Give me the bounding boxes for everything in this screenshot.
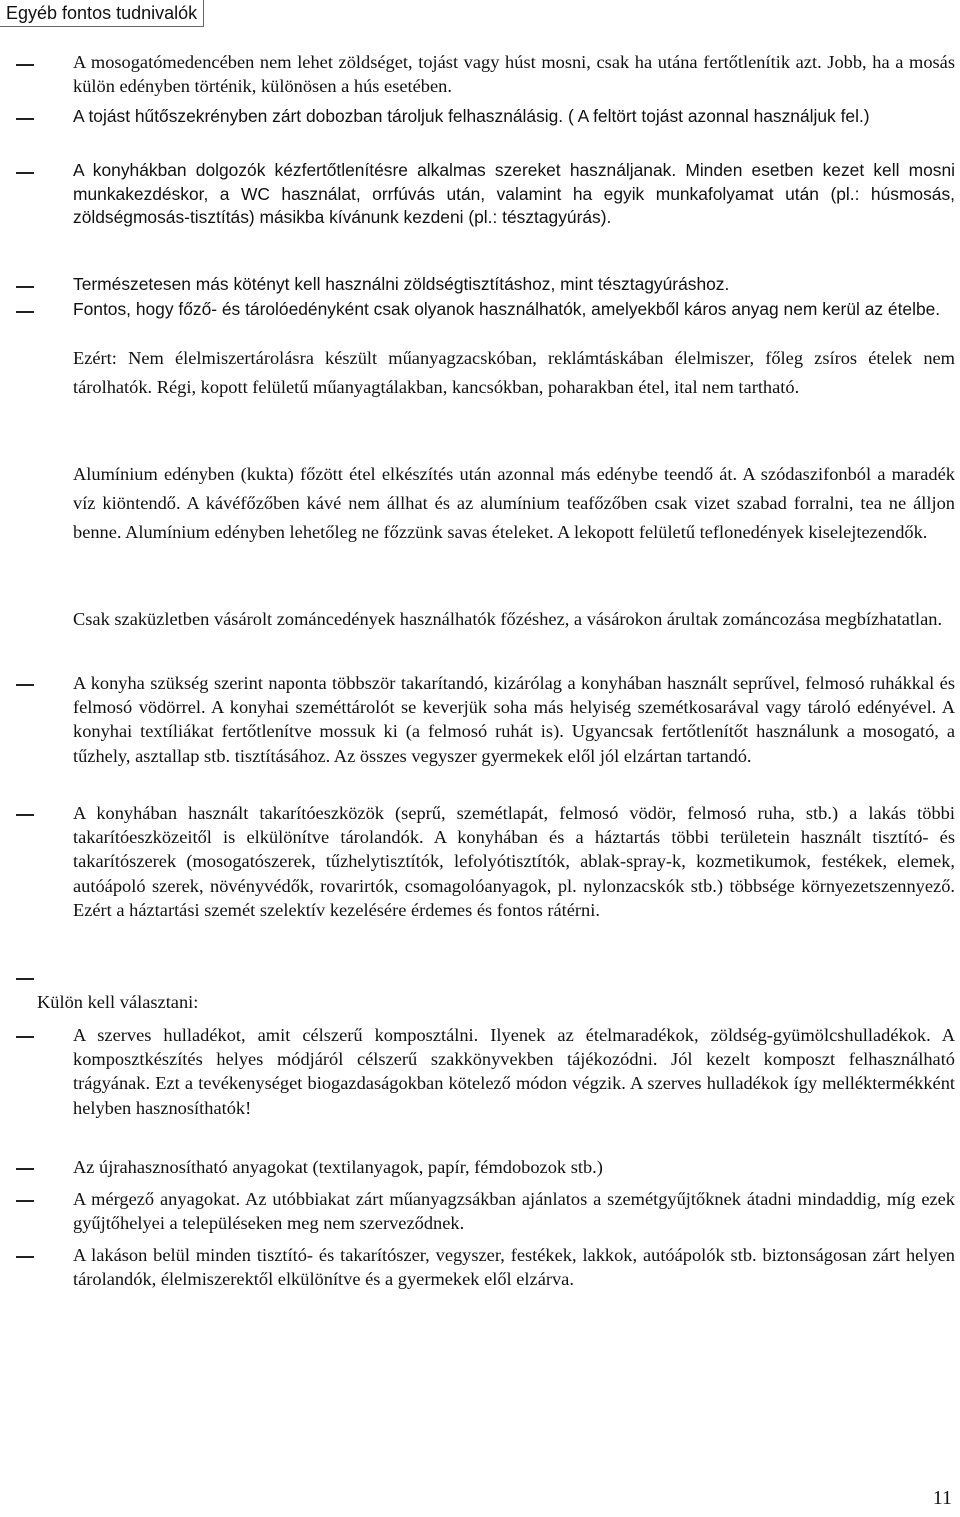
dash-bullet xyxy=(16,286,34,288)
paragraph: A konyhában használt takarítóeszközök (seprű, szemétlapát, felmosó vödör, felmosó ruha, stb.) a lakás többi takarítóeszközeitől is elkülönítve tárolandók. A konyhában és a háztartás többi területein használt tisztító- és takarítószerek (mosogatószerek, tűzhelytisztítók, lefolyótisztítók, ablak-spray-k, kozmetikumok, festékek, elemek, autóápoló szerek, növényvédők, rovarirtók, csomagolóanyagok, pl. nylonzacskók stb.) többsége környezetszennyező. Ezért a háztartási szemét szelektív kezelésére érdemes és fontos rátérni. xyxy=(73,803,955,920)
paragraph: A lakáson belül minden tisztító- és takarítószer, vegyszer, festékek, lakkok, autóápolók stb. biztonságosan zárt helyen tárolandók, élelmiszerektől elkülönítve és a gyermekek elől elzárva. xyxy=(73,1245,955,1290)
paragraph: A tojást hűtőszekrényben zárt dobozban tároljuk felhasználásig. ( A feltört tojást azonnal használjuk fel.) xyxy=(73,106,870,126)
dash-bullet xyxy=(16,64,34,66)
dash-bullet xyxy=(16,1200,34,1202)
subheading: Külön kell választani: xyxy=(37,992,199,1012)
paragraph: A konyha szükség szerint naponta többször takarítandó, kizárólag a konyhában használt seprűvel, felmosó ruhákkal és felmosó vödörrel. A konyhai szeméttárolót se keverjük soha más helyiség szemétkosarával vagy tároló edényével. A konyhai textíliákat fertőtlenítve mossuk ki (a felmosó ruhát is). Ugyancsak fertőtlenítőt használunk a mosogató, a tűzhely, asztallap stb. tisztításához. Az összes vegyszer gyermekek elől jól elzártan tartandó. xyxy=(73,673,955,766)
paragraph: A mosogatómedencében nem lehet zöldséget, tojást vagy húst mosni, csak ha utána fertőtlenítik azt. Jobb, ha a mosás külön edényben történik, különösen a hús esetében. xyxy=(73,52,955,96)
paragraph: A mérgező anyagokat. Az utóbbiakat zárt műanyagzsákban ajánlatos a szemétgyűjtőknek átadni mindaddig, míg ezek gyűjtőhelyei a településeken meg nem szerveződnek. xyxy=(73,1189,955,1234)
section-title: Egyéb fontos tudnivalók xyxy=(0,0,204,27)
dash-bullet xyxy=(16,978,34,980)
paragraph: Ezért: Nem élelmiszertárolásra készült műanyagzacskóban, reklámtáskában élelmiszer, főleg zsíros ételek nem tárolhatók. Régi, kopott felületű műanyagtálakban, kancsókban, poharakban étel, ital nem tartható. xyxy=(73,348,955,397)
dash-bullet xyxy=(16,311,34,313)
paragraph: Fontos, hogy főző- és tárolóedényként csak olyanok használhatók, amelyekből káros anyag nem kerül az ételbe. xyxy=(73,299,941,319)
paragraph: Az újrahasznosítható anyagokat (textilanyagok, papír, fémdobozok stb.) xyxy=(73,1157,603,1177)
paragraph: Természetesen más kötényt kell használni zöldségtisztításhoz, mint tésztagyúráshoz. xyxy=(73,274,730,294)
dash-bullet xyxy=(16,172,34,174)
dash-bullet xyxy=(16,1036,34,1038)
dash-bullet xyxy=(16,118,34,120)
dash-bullet xyxy=(16,1256,34,1258)
paragraph: A konyhákban dolgozók kézfertőtlenítésre alkalmas szereket használjanak. Minden esetben kezet kell mosni munkakezdéskor, a WC használat, orrfúvás után, valamint ha egyik munkafolyamat után (pl.: húsmosás, zöldségmosás-tisztítás) másikba kívánunk kezdeni (pl.: tésztagyúrás). xyxy=(73,160,955,228)
paragraph: Csak szaküzletben vásárolt zománcedények használhatók főzéshez, a vásárokon árultak zománcozása megbízhatatlan. xyxy=(73,609,943,629)
paragraph: Alumínium edényben (kukta) főzött étel elkészítés után azonnal más edénybe teendő át. A szódaszifonból a maradék víz kiöntendő. A kávéfőzőben kávé nem állhat és az alumínium teafőzőben csak vizet szabad forralni, tea ne álljon benne. Alumínium edényben lehetőleg ne főzzünk savas ételeket. A lekopott felületű teflonedények kiselejtezendők. xyxy=(73,464,955,542)
paragraph: A szerves hulladékot, amit célszerű komposztálni. Ilyenek az ételmaradékok, zöldség-gyümölcshulladékok. A komposztkészítés helyes módjáról célszerű szakkönyvekben tájékozódni. Jól kezelt komposzt felhasználható trágyának. Ezt a tevékenységet biogazdaságokban kötelező módon végzik. A szerves hulladékok így melléktermékként helyben hasznosíthatók! xyxy=(73,1025,955,1118)
dash-bullet xyxy=(16,684,34,686)
dash-bullet xyxy=(16,814,34,816)
dash-bullet xyxy=(16,1168,34,1170)
page-number: 11 xyxy=(932,1487,952,1509)
